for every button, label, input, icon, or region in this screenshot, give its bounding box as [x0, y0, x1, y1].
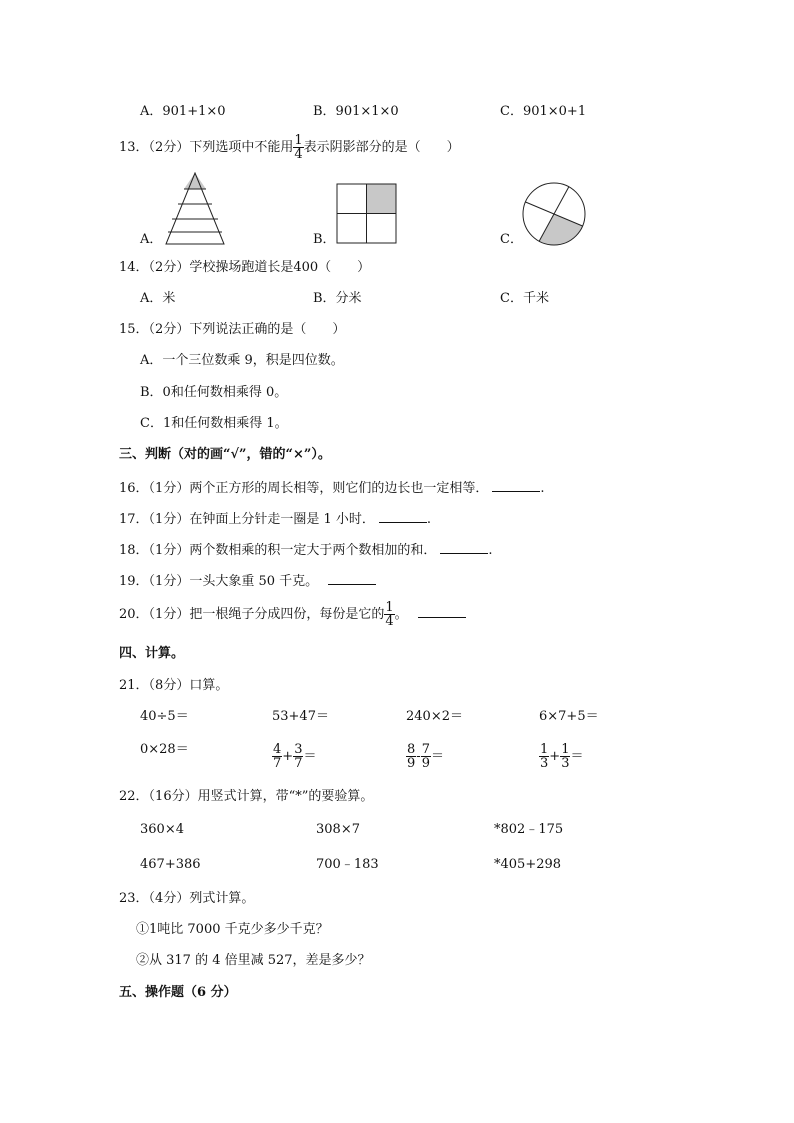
q21-item-6 — [272, 740, 316, 774]
triangle-figure — [164, 172, 226, 246]
q13-frac-num: 1 — [294, 133, 303, 148]
q23-stem: 23．（4分）列式计算。 — [119, 891, 255, 906]
frac-den: 3 — [561, 756, 570, 771]
frac-den: 9 — [407, 756, 416, 771]
q16-answer-blank[interactable] — [492, 479, 540, 492]
q17-answer-blank[interactable] — [379, 510, 427, 523]
q21-item-3: 240×2＝ — [406, 709, 463, 724]
q21-item-1: 40÷5＝ — [140, 709, 189, 724]
q16-period: . — [540, 481, 545, 496]
q21-item-8-frac-b — [560, 743, 570, 770]
q14-option-b: B．分米 — [313, 291, 362, 306]
q14-option-a: A．米 — [140, 291, 176, 306]
q20-fraction — [384, 601, 394, 628]
equals: ＝ — [570, 749, 584, 764]
q17-text: 17．（1分）在钟面上分针走一圈是 1 小时． — [119, 512, 375, 527]
operator: + — [282, 749, 294, 764]
q21-item-5: 0×28＝ — [140, 742, 189, 757]
q21-item-6-frac-a — [272, 743, 282, 770]
equals: ＝ — [303, 749, 317, 764]
q22-item-3: *802﹣175 — [494, 822, 564, 837]
q20-suffix: 。 — [394, 607, 408, 622]
q21-item-4: 6×7+5＝ — [539, 709, 599, 724]
frac-den: 7 — [273, 756, 282, 771]
frac-den: 7 — [294, 756, 303, 771]
q20-answer-blank[interactable] — [418, 605, 466, 618]
q18 — [119, 541, 492, 559]
frac-num: 1 — [561, 742, 570, 757]
q17 — [119, 510, 431, 528]
q21-item-2: 53+47＝ — [272, 709, 329, 724]
frac-num: 3 — [294, 742, 303, 757]
q21-item-7-frac-b — [421, 743, 431, 770]
section3-heading: 三、判断（对的画“√”，错的“×”）。 — [119, 447, 331, 462]
q21-item-8-frac-a — [539, 743, 549, 770]
q22-item-6: *405+298 — [494, 857, 562, 872]
q22-item-2: 308×7 — [316, 822, 360, 837]
q13-frac-den: 4 — [294, 147, 303, 162]
section5-heading: 五、操作题（6 分） — [119, 985, 237, 1000]
q23-item-2: ②从 317 的 4 倍里减 527，差是多少？ — [136, 953, 371, 968]
q15-option-b: B．0和任何数相乘得 0。 — [140, 385, 288, 400]
frac-num: 1 — [540, 742, 549, 757]
operator: - — [416, 749, 421, 764]
q17-period: . — [426, 512, 431, 527]
q15-stem: 15．（2分）下列说法正确的是（ ） — [119, 322, 346, 337]
equals: ＝ — [430, 749, 444, 764]
q12-option-b: B．901×1×0 — [313, 104, 399, 119]
q21-item-7-frac-a — [406, 743, 416, 770]
q14-option-c: C．千米 — [500, 291, 549, 306]
frac-den: 3 — [540, 756, 549, 771]
q22-item-5: 700﹣183 — [316, 857, 379, 872]
q13-stem — [119, 134, 460, 162]
q12-option-a: A．901+1×0 — [140, 104, 226, 119]
q12-option-c: C．901×0+1 — [500, 104, 587, 119]
q19-answer-blank[interactable] — [328, 572, 376, 585]
q15-option-a: A．一个三位数乘 9，积是四位数。 — [140, 353, 344, 368]
q21-item-6-frac-b — [293, 743, 303, 770]
q20 — [119, 600, 466, 630]
q16 — [119, 479, 544, 497]
q22-item-1: 360×4 — [140, 822, 184, 837]
q18-answer-blank[interactable] — [440, 541, 488, 554]
q21-stem: 21．（8分）口算。 — [119, 678, 229, 693]
section4-heading: 四、计算。 — [119, 646, 185, 661]
frac-num: 4 — [273, 742, 282, 757]
q15-option-c: C．1和任何数相乘得 1。 — [140, 416, 288, 431]
q23-item-1: ①1吨比 7000 千克少多少千克？ — [136, 922, 329, 937]
frac-num: 8 — [407, 742, 416, 757]
q16-text: 16．（1分）两个正方形的周长相等，则它们的边长也一定相等． — [119, 481, 489, 496]
frac-num: 7 — [421, 742, 430, 757]
q13-option-b-label: B． — [313, 232, 336, 247]
q19-text: 19．（1分）一头大象重 50 千克。 — [119, 574, 319, 589]
q21-item-8 — [539, 740, 583, 774]
frac-den: 9 — [421, 756, 430, 771]
q13-option-a-label: A． — [140, 232, 163, 247]
q13-fraction — [293, 134, 303, 161]
q18-text: 18．（1分）两个数相乘的积一定大于两个数相加的和． — [119, 543, 437, 558]
q13-prefix: 13．（2分）下列选项中不能用 — [119, 140, 294, 155]
q20-prefix: 20．（1分）把一根绳子分成四份，每份是它的 — [119, 607, 385, 622]
q21-item-7 — [406, 740, 444, 774]
q13-option-c-label: C． — [500, 232, 523, 247]
q20-frac-den: 4 — [385, 614, 394, 629]
circle-figure — [521, 181, 587, 247]
q20-frac-num: 1 — [385, 600, 394, 615]
q19 — [119, 572, 376, 590]
q18-period: . — [488, 543, 493, 558]
square-figure — [336, 183, 398, 245]
q13-suffix: 表示阴影部分的是（ ） — [303, 140, 460, 155]
q14-stem: 14．（2分）学校操场跑道长是400（ ） — [119, 260, 371, 275]
q22-item-4: 467+386 — [140, 857, 201, 872]
operator: + — [549, 749, 561, 764]
q22-stem: 22．（16分）用竖式计算，带“*”的要验算。 — [119, 789, 374, 804]
